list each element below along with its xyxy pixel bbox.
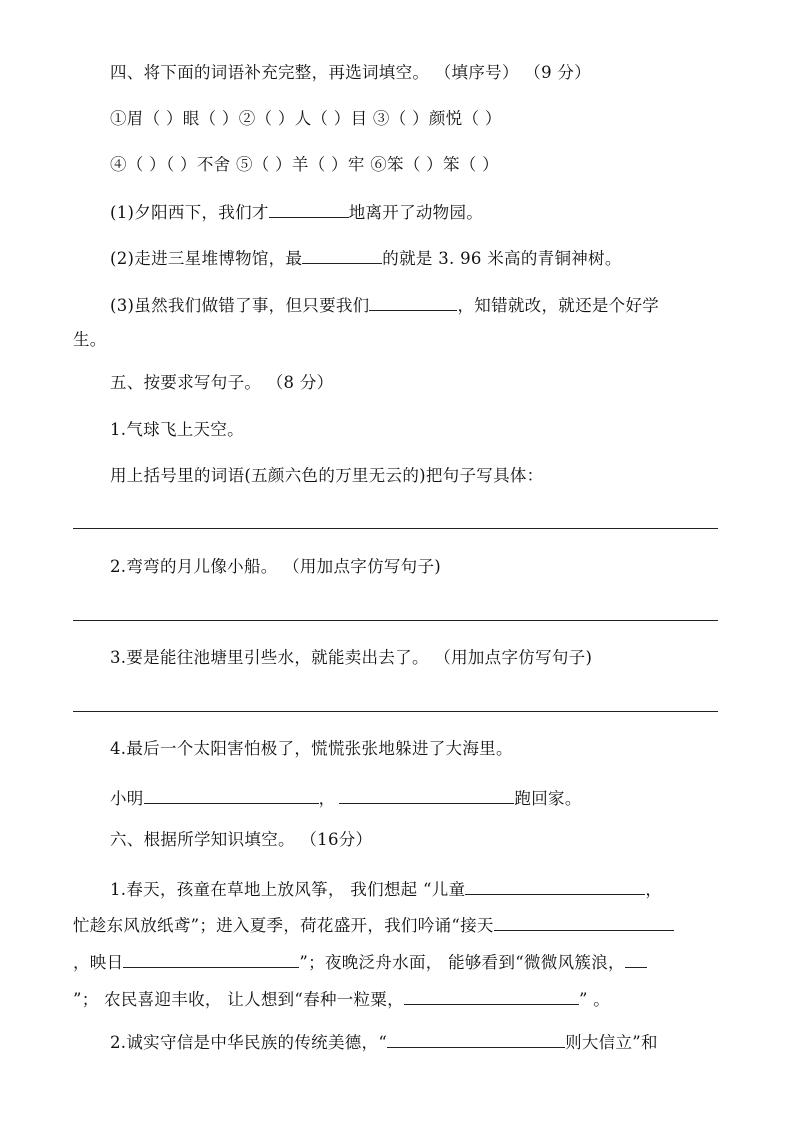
p1-text-b: ，: [645, 880, 663, 899]
p1-text-d: ，映日: [73, 953, 124, 972]
answer-line-2[interactable]: [73, 620, 718, 621]
p1-blank-3[interactable]: [123, 949, 299, 968]
p1-blank-2[interactable]: [494, 912, 674, 931]
p2-blank-1[interactable]: [387, 1029, 565, 1048]
p2-text-b: 则大信立”和: [565, 1033, 658, 1052]
s4-text-c: 跑回家。: [514, 789, 582, 808]
section5-sentence-3: 3.要是能往池塘里引些水，就能卖出去了。 （用加点字仿写句子): [110, 648, 593, 667]
section4-question-3: [110, 292, 659, 317]
section4-word-row-1: ①眉（ ）眼（ ）②（ ）人（ ）目 ③（ ）颜悦（ ）: [110, 109, 502, 128]
section4-title: 四、将下面的词语补充完整，再选词填空。 （填序号） （9 分）: [110, 63, 592, 82]
p1-blank-4[interactable]: [625, 949, 647, 968]
p1-blank-1[interactable]: [465, 876, 645, 895]
section5-sentence-1-hint: 用上括号里的词语(五颜六色的万里无云的)把句子写具体：: [110, 466, 544, 485]
p1-text-a: 1.春天，孩童在草地上放风筝， 我们想起 “儿童: [110, 880, 466, 899]
section5-sentence-4-fill: [110, 785, 582, 810]
q1-text-a: (1)夕阳西下，我们才: [110, 203, 269, 222]
q3-text-a: (3)虽然我们做错了事，但只要我们: [110, 296, 370, 315]
section5-title: 五、按要求写句子。 （8 分）: [110, 373, 334, 392]
q3-text-b: ，知错就改，就还是个好学: [457, 296, 660, 315]
answer-line-1[interactable]: [73, 528, 718, 529]
q2-text-b: 的就是 3. 96 米高的青铜神树。: [382, 249, 622, 268]
p2-text-a: 2.诚实守信是中华民族的传统美德，“: [110, 1033, 388, 1052]
q1-blank[interactable]: [269, 199, 349, 218]
section4-word-row-2: ④（ ）（ ）不舍 ⑤（ ）羊（ ）牢 ⑥笨（ ）笨（ ）: [110, 155, 499, 174]
p1-text-c: 忙趁东风放纸鸢”；进入夏季，荷花盛开，我们吟诵“接天: [73, 916, 494, 935]
section6-p2-line1: [110, 1029, 658, 1054]
section6-p1-line3: [73, 949, 647, 974]
q3-blank[interactable]: [369, 292, 457, 311]
section4-question-3-cont: 生。: [73, 330, 107, 349]
p1-text-f: ”； 农民喜迎丰收， 让人想到“春种一粒粟，: [73, 990, 404, 1009]
s4-blank-1[interactable]: [144, 785, 319, 804]
q2-text-a: (2)走进三星堆博物馆，最: [110, 249, 303, 268]
p1-blank-5[interactable]: [404, 986, 579, 1005]
answer-line-3[interactable]: [73, 711, 718, 712]
section6-title: 六、根据所学知识填空。 （16分）: [110, 830, 373, 849]
q1-text-b: 地离开了动物园。: [348, 203, 484, 222]
p1-text-g: ” 。: [578, 990, 611, 1009]
section6-p1-line4: [73, 986, 610, 1011]
section4-question-2: [110, 245, 622, 270]
section4-question-1: [110, 199, 483, 224]
section5-sentence-1: 1.气球飞上天空。: [110, 420, 244, 439]
q2-blank[interactable]: [302, 245, 382, 264]
p1-text-e: ”；夜晚泛舟水面， 能够看到“微微风簇浪，: [299, 953, 625, 972]
s4-blank-2[interactable]: [339, 785, 514, 804]
section6-p1-line2: [73, 912, 674, 937]
section5-sentence-2: 2.弯弯的月儿像小船。 （用加点字仿写句子): [110, 557, 442, 576]
s4-text-a: 小明: [110, 789, 144, 808]
section5-sentence-4: 4.最后一个太阳害怕极了，慌慌张张地躲进了大海里。: [110, 739, 513, 758]
section6-p1-line1: [110, 876, 662, 901]
s4-text-b: ，: [318, 789, 336, 808]
